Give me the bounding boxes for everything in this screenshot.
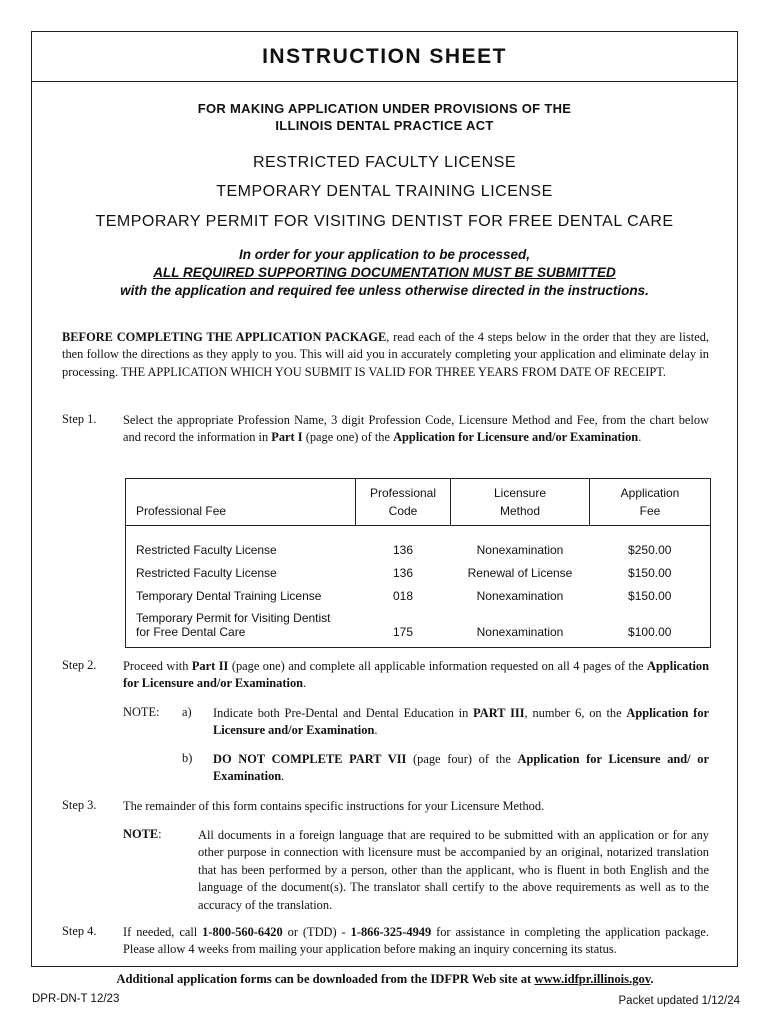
profession-code: 175 [392, 625, 414, 639]
application-fee: $150.00 [628, 566, 672, 580]
subtitle [32, 100, 737, 134]
step-2-label: Step 2. [62, 658, 97, 672]
profession-name: Temporary Permit for Visiting Dentist for Free Dental Care [136, 611, 331, 639]
fee-table-header [126, 479, 711, 526]
requirement-notice [32, 246, 737, 300]
step-3-note-text: All documents in a foreign language that are required to be submitted with an application or for any other purpose in connection with licensure must be accompanied by an original, notarized translation that has been performed by a person, other than the applicant, who is fluent in both English and the language of the document(s). The translator shall certify to the above requirements as well as to the accuracy of the translation. [198, 828, 709, 912]
profession-name: Restricted Faculty License [136, 543, 277, 557]
profession-name: Restricted Faculty License [136, 566, 277, 580]
footer-download-note: Additional application forms can be downloaded from the IDFPR Web site at www.idfpr.illinois.gov. [116, 972, 654, 986]
profession-code: 136 [392, 566, 414, 580]
intro-lead: BEFORE COMPLETING THE APPLICATION PACKAGE [62, 330, 387, 344]
step-2-note-b: DO NOT COMPLETE PART VII (page four) of the Application for Licensure and/ or Examination. [213, 752, 710, 784]
intro-text: , read each of the 4 steps below in the order that they are listed, then follow the directions as they apply to you. This will aid you in accurately completing your application and eliminate delay in processing. THE APPLICATION WHICH YOU SUBMIT IS VALID FOR THREE YEARS FROM DATE OF RECEIPT. [62, 330, 709, 379]
license-heading-3: TEMPORARY PERMIT FOR VISITING DENTIST FOR FREE DENTAL CARE [95, 213, 674, 230]
header-professional-code: Professional Code [356, 479, 451, 526]
intro-paragraph [62, 329, 709, 381]
table-row [126, 580, 711, 603]
table-row [126, 557, 711, 580]
document-title: INSTRUCTION SHEET [32, 32, 737, 82]
idfpr-website-link[interactable]: www.idfpr.illinois.gov [534, 972, 651, 986]
document-frame [31, 31, 738, 967]
subtitle-line-1: FOR MAKING APPLICATION UNDER PROVISIONS OF THE [197, 101, 572, 116]
application-fee: $150.00 [628, 589, 672, 603]
license-heading-1: RESTRICTED FACULTY LICENSE [252, 154, 517, 171]
requirement-line-3: with the application and required fee unless otherwise directed in the instructions. [120, 283, 649, 298]
step-1-text: Select the appropriate Profession Name, 3 digit Profession Code, Licensure Method and Fee, from the chart below and record the information in Part I (page one) of the Application for Licensure and/or Examination. [123, 413, 709, 445]
step-2-note-a-label: a) [182, 705, 192, 719]
header-application-fee: Application Fee [590, 479, 711, 526]
form-id: DPR-DN-T 12/23 [32, 993, 120, 1005]
fee-table [125, 478, 711, 648]
application-fee: $250.00 [628, 543, 672, 557]
header-professional-fee: Professional Fee [126, 479, 356, 526]
requirement-line-2: ALL REQUIRED SUPPORTING DOCUMENTATION MUST BE SUBMITTED [153, 265, 616, 280]
requirement-line-1: In order for your application to be processed, [238, 247, 531, 262]
licensure-method: Nonexamination [476, 625, 564, 639]
licensure-method: Nonexamination [476, 543, 564, 557]
step-2-note-b-label: b) [182, 751, 193, 765]
step-4-text: If needed, call 1-800-560-6420 or (TDD) - 1-866-325-4949 for assistance in completing the application package. Please allow 4 weeks from mailing your application before making an inquiry concerning its status. [123, 925, 709, 957]
step-2-note-a: Indicate both Pre-Dental and Dental Education in PART III, number 6, on the Application for Licensure and/or Examination. [213, 706, 710, 738]
step-3-text: The remainder of this form contains specific instructions for your Licensure Method. [123, 799, 545, 813]
license-heading-2: TEMPORARY DENTAL TRAINING LICENSE [216, 183, 553, 200]
step-3-note-label: NOTE: [123, 827, 162, 841]
licensure-method: Nonexamination [476, 589, 564, 603]
step-2-note-label: NOTE: [123, 705, 160, 719]
profession-code: 136 [392, 543, 414, 557]
profession-code: 018 [392, 589, 414, 603]
subtitle-line-2: ILLINOIS DENTAL PRACTICE ACT [275, 118, 494, 133]
licensure-method: Renewal of License [467, 566, 573, 580]
table-row [126, 526, 711, 558]
step-3-label: Step 3. [62, 798, 97, 812]
step-4-label: Step 4. [62, 924, 97, 938]
header-licensure-method: Licensure Method [451, 479, 590, 526]
step-2-text: Proceed with Part II (page one) and complete all applicable information requested on all 4 pages of the Application for Licensure and/or Examination. [123, 659, 709, 691]
profession-name: Temporary Dental Training License [136, 589, 322, 603]
application-fee: $100.00 [628, 625, 672, 639]
table-row [126, 603, 711, 648]
step-1-label: Step 1. [62, 412, 97, 426]
packet-updated: Packet updated 1/12/24 [618, 995, 740, 1007]
